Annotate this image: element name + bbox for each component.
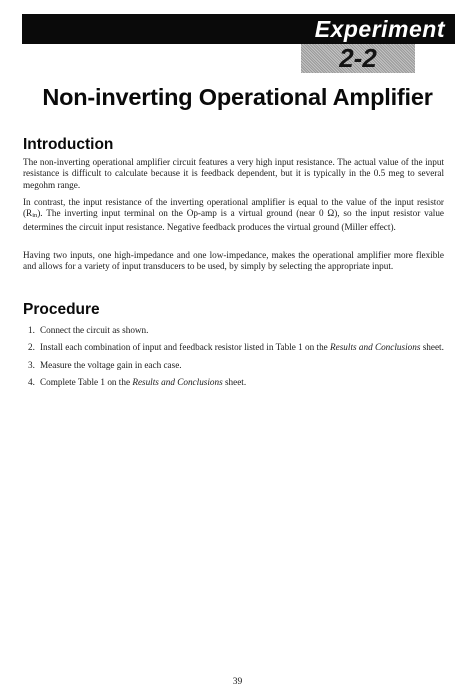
procedure-step-4: [23, 377, 444, 388]
results-sheet-reference: Results and Conclusions: [132, 376, 223, 387]
procedure-step-1: [23, 325, 444, 336]
step-number: 1.: [28, 325, 35, 335]
procedure-step-2: [23, 342, 444, 353]
intro-paragraph-3: Having two inputs, one high-impedance and one low-impedance, makes the operational amplifier more flexible and allows for a variety of input transducers to be used, by simply by selecting the appropriate input.: [23, 250, 444, 272]
step-number: 3.: [28, 359, 35, 370]
step-text-start: Install each combination of input and feedback resistor listed in Table 1 on the: [40, 342, 331, 353]
procedure-steps: [23, 325, 444, 394]
r-in-subscript: in: [32, 212, 38, 220]
step-text: Measure the voltage gain in each case.: [40, 359, 182, 370]
step-number: 2.: [28, 342, 35, 353]
procedure-heading: Procedure: [23, 301, 100, 318]
page-number: 39: [232, 677, 243, 687]
intro-paragraph-2: [23, 197, 444, 233]
step-number: 4.: [28, 376, 35, 387]
step-text: [40, 342, 444, 353]
intro-paragraph-1: The non-inverting operational amplifier circuit features a very high input resistance. The actual value of the input resistance is difficult to calculate because it is feedback dependent, but it is typically in the 0.5 meg to several megohm range.: [23, 157, 444, 190]
intro-paragraph-2-end: ). The inverting input terminal on the Op-amp is a virtual ground (near 0 Ω), so the input resistor value determines the circuit input resistance. Negative feedback produces the virtual ground (Miller effect).: [23, 208, 444, 232]
experiment-number-box: [301, 44, 415, 73]
experiment-label: Experiment: [314, 16, 445, 42]
page-title: Non-inverting Operational Amplifier: [42, 84, 433, 110]
step-text-start: Complete Table 1 on the: [40, 376, 133, 387]
introduction-heading: Introduction: [23, 136, 114, 153]
step-text: Connect the circuit as shown.: [40, 325, 149, 335]
experiment-number: 2-2: [339, 43, 377, 73]
procedure-step-3: [23, 360, 444, 371]
step-text-end: sheet.: [420, 342, 444, 353]
step-text: [40, 377, 444, 388]
intro-paragraph-2-start: In contrast, the input resistance of the inverting operational amplifier is equal to the value of the input resistor (R: [23, 197, 444, 219]
results-sheet-reference: Results and Conclusions: [330, 342, 421, 353]
step-text-end: sheet.: [222, 376, 247, 387]
